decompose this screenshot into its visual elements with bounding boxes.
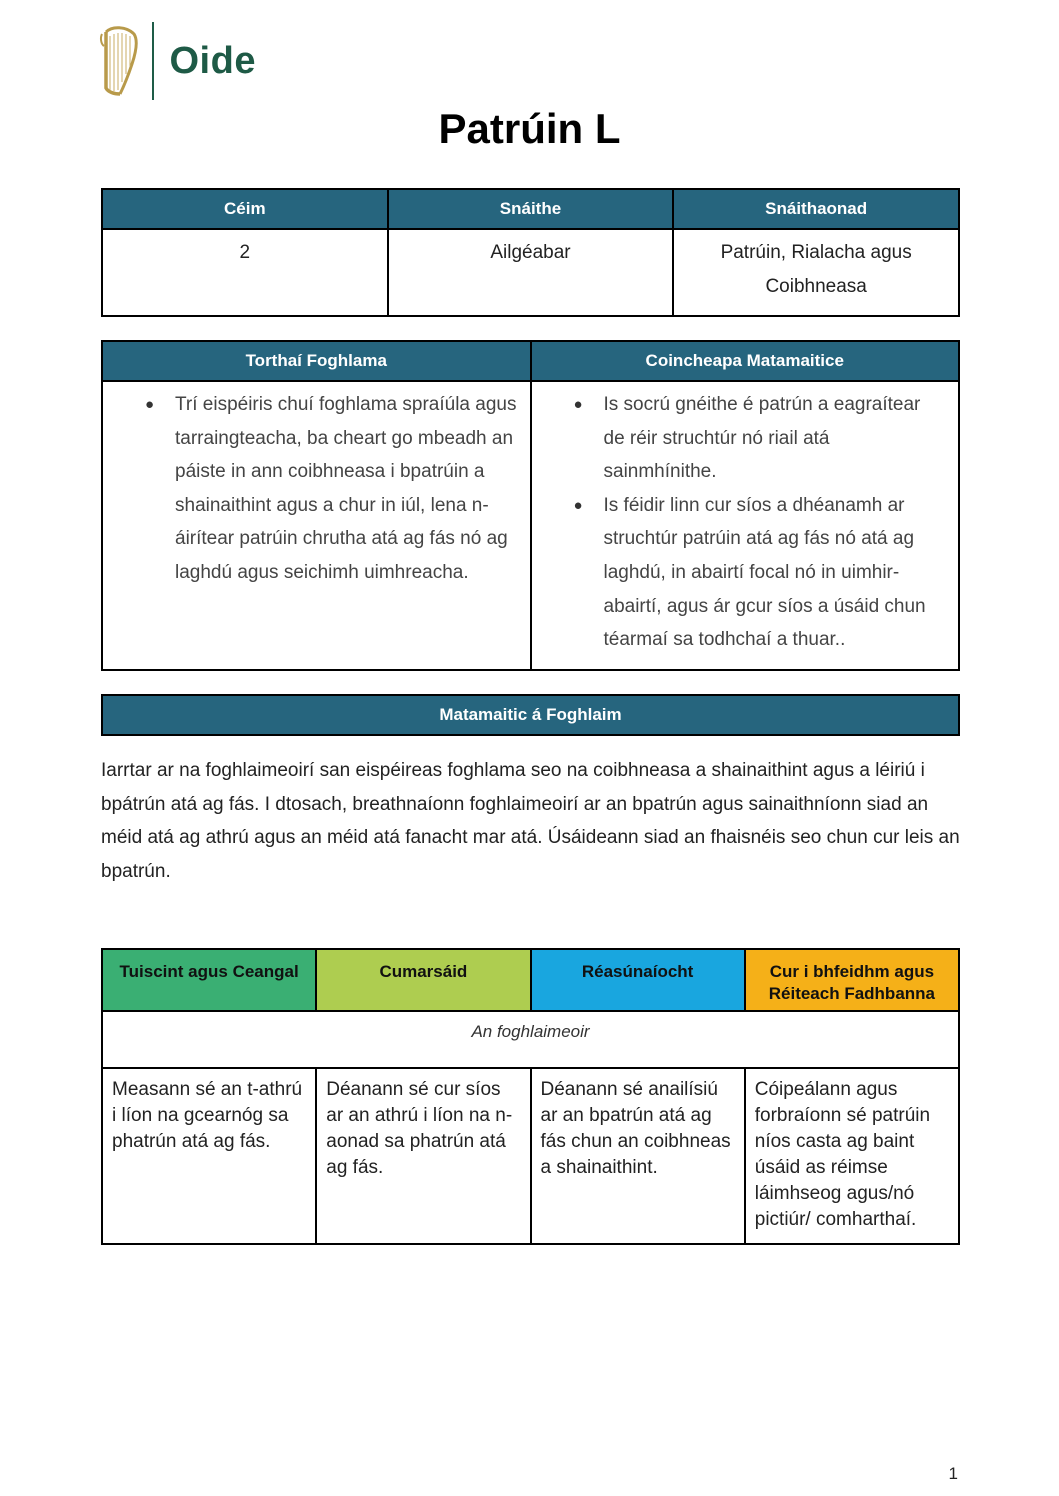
maths-paragraph: Iarrtar ar na foghlaimeoirí san eispéireas foghlama seo na coibhneasa a shainaithint agus a léiriú i bpátrún atá ag fás. I dtosach, breathnaíonn foghlaimeoirí ar an bpatrún agus sainaithníonn siad an méid atá ag athrú agus an méid atá fanacht mar atá. Úsáideann siad an fhaisnéis seo chun cur leis an bpatrún.	[101, 760, 960, 883]
list-item	[115, 388, 518, 590]
overview-table	[101, 188, 960, 317]
outcome-text: Trí eispéiris chuí foghlama spraíúla agus tarraingteacha, ba cheart go mbeadh an páiste in ann coibhneasa i bpatrúin a shainaithint agus a chur in iúl, lena n-áirítear patrúin chrutha atá ag fás nó ag laghdú agus seichimh uimhreacha.	[175, 394, 517, 583]
desc-communication: Déanann sé cur síos ar an athrú i líon na n-aonad sa phatrún atá ag fás.	[316, 1068, 530, 1244]
desc-problem-solving: Cóipeálann agus forbraíonn sé patrúin níos casta ag baint úsáid as réimse láimhseog agus/nó pictiúr/ comharthaí.	[745, 1068, 959, 1244]
logo-divider	[152, 22, 154, 100]
header-learning-outcomes: Torthaí Foghlama	[102, 341, 531, 381]
list-item	[544, 388, 947, 489]
learning-outcomes-cell	[102, 381, 531, 670]
page-title: Patrúin L	[438, 105, 621, 152]
desc-understanding: Measann sé an t-athrú i líon na gcearnóg sa phatrún atá ag fás.	[102, 1068, 316, 1244]
header-reasoning: Réasúnaíocht	[531, 949, 745, 1011]
header-communication: Cumarsáid	[316, 949, 530, 1011]
header-maths-concepts: Coincheapa Matamaitice	[531, 341, 960, 381]
bullet-icon: ●	[145, 396, 155, 413]
header-understanding: Tuiscint agus Ceangal	[102, 949, 316, 1011]
maths-header-table	[101, 694, 960, 736]
snaithaonad-text: Patrúin, Rialacha agus Coibhneasa	[720, 242, 912, 297]
maths-concepts-cell	[531, 381, 960, 670]
header-maths-learning: Matamaitic á Foghlaim	[102, 695, 959, 735]
oide-logo	[98, 22, 256, 100]
concept-text: Is féidir linn cur síos a dhéanamh ar struchtúr patrúin atá ag fás nó atá ag laghdú, in abairtí focal nó in uimhir-abairtí, agus ár gcur síos a úsáid chun téarmaí sa todhchaí a thuar..	[603, 494, 926, 651]
header-snaithe: Snáithe	[388, 189, 674, 229]
page-number: 1	[948, 1464, 958, 1483]
header-ceim: Céim	[102, 189, 388, 229]
harp-icon	[98, 24, 142, 98]
header-snaithaonad: Snáithaonad	[673, 189, 959, 229]
list-item	[544, 489, 947, 657]
header-problem-solving: Cur i bhfeidhm agus Réiteach Fadhbanna	[745, 949, 959, 1011]
concept-text: Is socrú gnéithe é patrún a eagraítear de réir struchtúr nó riail atá sainmhínithe.	[603, 394, 921, 483]
value-snaithe: Ailgéabar	[388, 229, 674, 316]
bullet-icon: ●	[573, 396, 583, 413]
logo-wordmark: Oide	[169, 39, 256, 82]
value-ceim: 2	[102, 229, 388, 316]
bullet-icon: ●	[573, 496, 583, 514]
learner-label: An foghlaimeoir	[102, 1011, 959, 1068]
skills-table	[101, 948, 960, 1245]
value-snaithaonad	[673, 229, 959, 316]
learning-table	[101, 340, 960, 671]
desc-reasoning: Déanann sé anailísiú ar an bpatrún atá ag fás chun an coibhneas a shainaithint.	[531, 1068, 745, 1244]
